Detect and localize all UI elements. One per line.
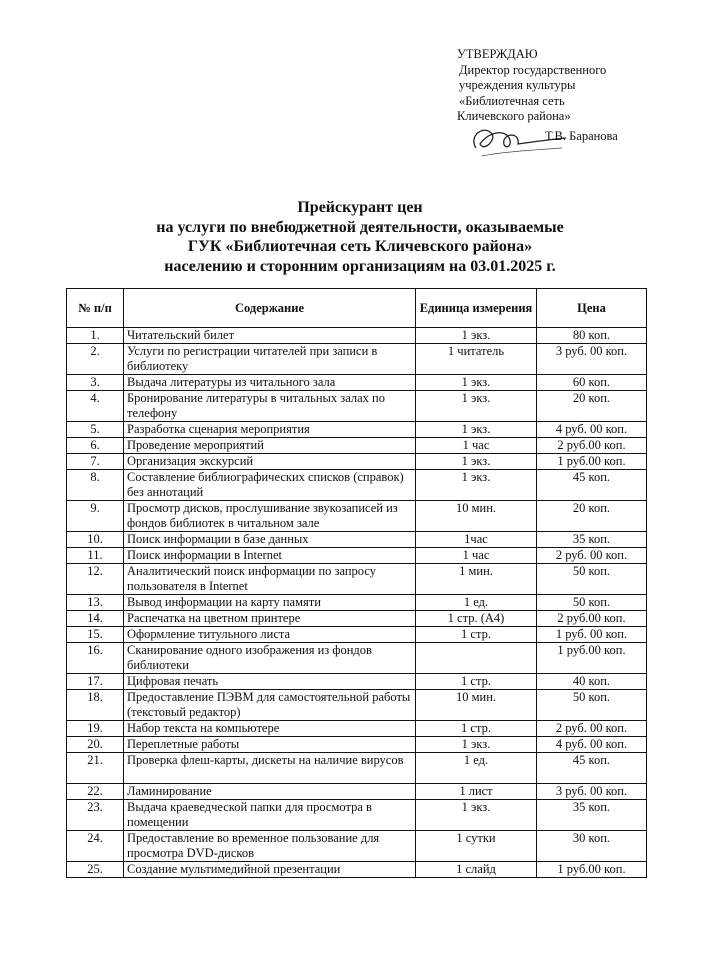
table-row — [67, 737, 647, 753]
row-content: Ламинирование — [124, 784, 416, 800]
row-number: 9. — [67, 501, 124, 532]
row-price: 2 руб.00 коп. — [537, 438, 647, 454]
row-number: 4. — [67, 391, 124, 422]
table-row — [67, 753, 647, 784]
table-row — [67, 375, 647, 391]
row-number: 19. — [67, 721, 124, 737]
row-content: Поиск информации в Internet — [124, 548, 416, 564]
row-number: 22. — [67, 784, 124, 800]
row-number: 17. — [67, 674, 124, 690]
row-number: 13. — [67, 595, 124, 611]
row-content: Вывод информации на карту памяти — [124, 595, 416, 611]
header-content: Содержание — [124, 289, 416, 328]
row-content: Поиск информации в базе данных — [124, 532, 416, 548]
table-row — [67, 721, 647, 737]
row-number: 3. — [67, 375, 124, 391]
row-price: 1 руб.00 коп. — [537, 454, 647, 470]
row-price: 4 руб. 00 коп. — [537, 422, 647, 438]
row-number: 2. — [67, 344, 124, 375]
row-price: 2 руб.00 коп. — [537, 611, 647, 627]
row-price: 2 руб. 00 коп. — [537, 721, 647, 737]
row-number: 7. — [67, 454, 124, 470]
row-content: Выдача краеведческой папки для просмотра в помещении — [124, 800, 416, 831]
title-line: ГУК «Библиотечная сеть Кличевского района» — [187, 238, 533, 255]
row-price: 2 руб. 00 коп. — [537, 548, 647, 564]
row-unit: 1 экз. — [416, 375, 537, 391]
approval-line: Директор государственного — [459, 62, 607, 77]
table-row — [67, 831, 647, 862]
title-line: на услуги по внебюджетной деятельности, оказываемые — [156, 218, 564, 236]
row-price: 60 коп. — [537, 375, 647, 391]
row-price: 35 коп. — [537, 532, 647, 548]
row-number: 16. — [67, 643, 124, 674]
row-price: 45 коп. — [537, 753, 647, 784]
row-unit: 1 ед. — [416, 753, 537, 784]
row-price: 1 руб.00 коп. — [537, 643, 647, 674]
row-price: 40 коп. — [537, 674, 647, 690]
row-price: 45 коп. — [537, 470, 647, 501]
row-content: Проведение мероприятий — [124, 438, 416, 454]
table-row — [67, 344, 647, 375]
row-content: Проверка флеш-карты, дискеты на наличие вирусов — [124, 753, 416, 784]
row-number: 5. — [67, 422, 124, 438]
table-row — [67, 470, 647, 501]
row-price: 30 коп. — [537, 831, 647, 862]
price-table — [66, 288, 647, 878]
row-unit: 1 стр. — [416, 627, 537, 643]
row-number: 20. — [67, 737, 124, 753]
row-content: Выдача литературы из читального зала — [124, 375, 416, 391]
approval-heading: УТВЕРЖДАЮ — [457, 47, 538, 61]
row-content: Читательский билет — [124, 328, 416, 344]
row-price: 3 руб. 00 коп. — [537, 784, 647, 800]
row-unit: 1 час — [416, 438, 537, 454]
table-row — [67, 862, 647, 878]
table-row — [67, 674, 647, 690]
row-unit: 10 мин. — [416, 690, 537, 721]
row-number: 6. — [67, 438, 124, 454]
table-header-row — [67, 289, 647, 328]
row-unit: 1 экз. — [416, 391, 537, 422]
row-content: Составление библиографических списков (справок) без аннотаций — [124, 470, 416, 501]
signer-name: Т.В. Баранова — [545, 129, 618, 143]
row-unit: 1 стр. — [416, 674, 537, 690]
table-row — [67, 690, 647, 721]
row-price: 3 руб. 00 коп. — [537, 344, 647, 375]
table-row — [67, 564, 647, 595]
table-row — [67, 454, 647, 470]
approval-line: Кличевского района» — [457, 109, 571, 123]
row-price: 50 коп. — [537, 564, 647, 595]
row-price: 4 руб. 00 коп. — [537, 737, 647, 753]
row-unit: 1 ед. — [416, 595, 537, 611]
row-unit: 10 мин. — [416, 501, 537, 532]
row-unit: 1 мин. — [416, 564, 537, 595]
row-number: 11. — [67, 548, 124, 564]
row-price: 50 коп. — [537, 690, 647, 721]
row-content: Бронирование литературы в читальных залах по телефону — [124, 391, 416, 422]
header-unit: Единица измерения — [416, 289, 537, 328]
row-number: 24. — [67, 831, 124, 862]
row-number: 15. — [67, 627, 124, 643]
row-unit: 1час — [416, 532, 537, 548]
document-title — [60, 198, 660, 276]
table-row — [67, 422, 647, 438]
row-content: Набор текста на компьютере — [124, 721, 416, 737]
row-number: 12. — [67, 564, 124, 595]
row-price: 1 руб.00 коп. — [537, 862, 647, 878]
row-content: Аналитический поиск информации по запросу пользователя в Internet — [124, 564, 416, 595]
title-line: Прейскурант цен — [297, 199, 423, 216]
row-unit: 1 экз. — [416, 454, 537, 470]
table-row — [67, 501, 647, 532]
table-row — [67, 643, 647, 674]
row-content: Создание мультимедийной презентации — [124, 862, 416, 878]
row-number: 14. — [67, 611, 124, 627]
row-number: 1. — [67, 328, 124, 344]
row-content: Разработка сценария мероприятия — [124, 422, 416, 438]
row-unit: 1 сутки — [416, 831, 537, 862]
row-unit — [416, 643, 537, 674]
row-content: Предоставление во временное пользование для просмотра DVD-дисков — [124, 831, 416, 862]
row-unit: 1 экз. — [416, 737, 537, 753]
row-content: Переплетные работы — [124, 737, 416, 753]
approval-line: «Библиотечная сеть — [459, 93, 565, 108]
row-unit: 1 экз. — [416, 470, 537, 501]
row-content: Распечатка на цветном принтере — [124, 611, 416, 627]
row-content: Организация экскурсий — [124, 454, 416, 470]
row-number: 25. — [67, 862, 124, 878]
row-unit: 1 час — [416, 548, 537, 564]
table-row — [67, 595, 647, 611]
row-content: Оформление титульного листа — [124, 627, 416, 643]
row-unit: 1 стр. — [416, 721, 537, 737]
row-unit: 1 экз. — [416, 800, 537, 831]
table-row — [67, 800, 647, 831]
table-row — [67, 438, 647, 454]
row-price: 50 коп. — [537, 595, 647, 611]
row-number: 21. — [67, 753, 124, 784]
table-row — [67, 784, 647, 800]
table-row — [67, 548, 647, 564]
row-unit: 1 экз. — [416, 422, 537, 438]
table-row — [67, 611, 647, 627]
approval-line: учреждения культуры — [459, 78, 576, 92]
header-number: № п/п — [67, 289, 124, 328]
row-unit: 1 лист — [416, 784, 537, 800]
table-row — [67, 391, 647, 422]
row-unit: 1 слайд — [416, 862, 537, 878]
table-row — [67, 532, 647, 548]
table-row — [67, 627, 647, 643]
row-number: 8. — [67, 470, 124, 501]
row-price: 20 коп. — [537, 501, 647, 532]
title-line: населению и сторонним организациям на 03.01.2025 г. — [164, 257, 556, 275]
row-content: Предоставление ПЭВМ для самостоятельной работы (текстовый редактор) — [124, 690, 416, 721]
row-unit: 1 читатель — [416, 344, 537, 375]
row-unit: 1 стр. (А4) — [416, 611, 537, 627]
row-price: 80 коп. — [537, 328, 647, 344]
header-price: Цена — [537, 289, 647, 328]
approval-block — [457, 47, 697, 125]
row-content: Услуги по регистрации читателей при записи в библиотеку — [124, 344, 416, 375]
row-content: Цифровая печать — [124, 674, 416, 690]
row-number: 23. — [67, 800, 124, 831]
row-price: 35 коп. — [537, 800, 647, 831]
row-number: 10. — [67, 532, 124, 548]
row-price: 1 руб. 00 коп. — [537, 627, 647, 643]
row-unit: 1 экз. — [416, 328, 537, 344]
row-price: 20 коп. — [537, 391, 647, 422]
row-number: 18. — [67, 690, 124, 721]
table-row — [67, 328, 647, 344]
row-content: Сканирование одного изображения из фондов библиотеки — [124, 643, 416, 674]
row-content: Просмотр дисков, прослушивание звукозаписей из фондов библиотек в читальном зале — [124, 501, 416, 532]
